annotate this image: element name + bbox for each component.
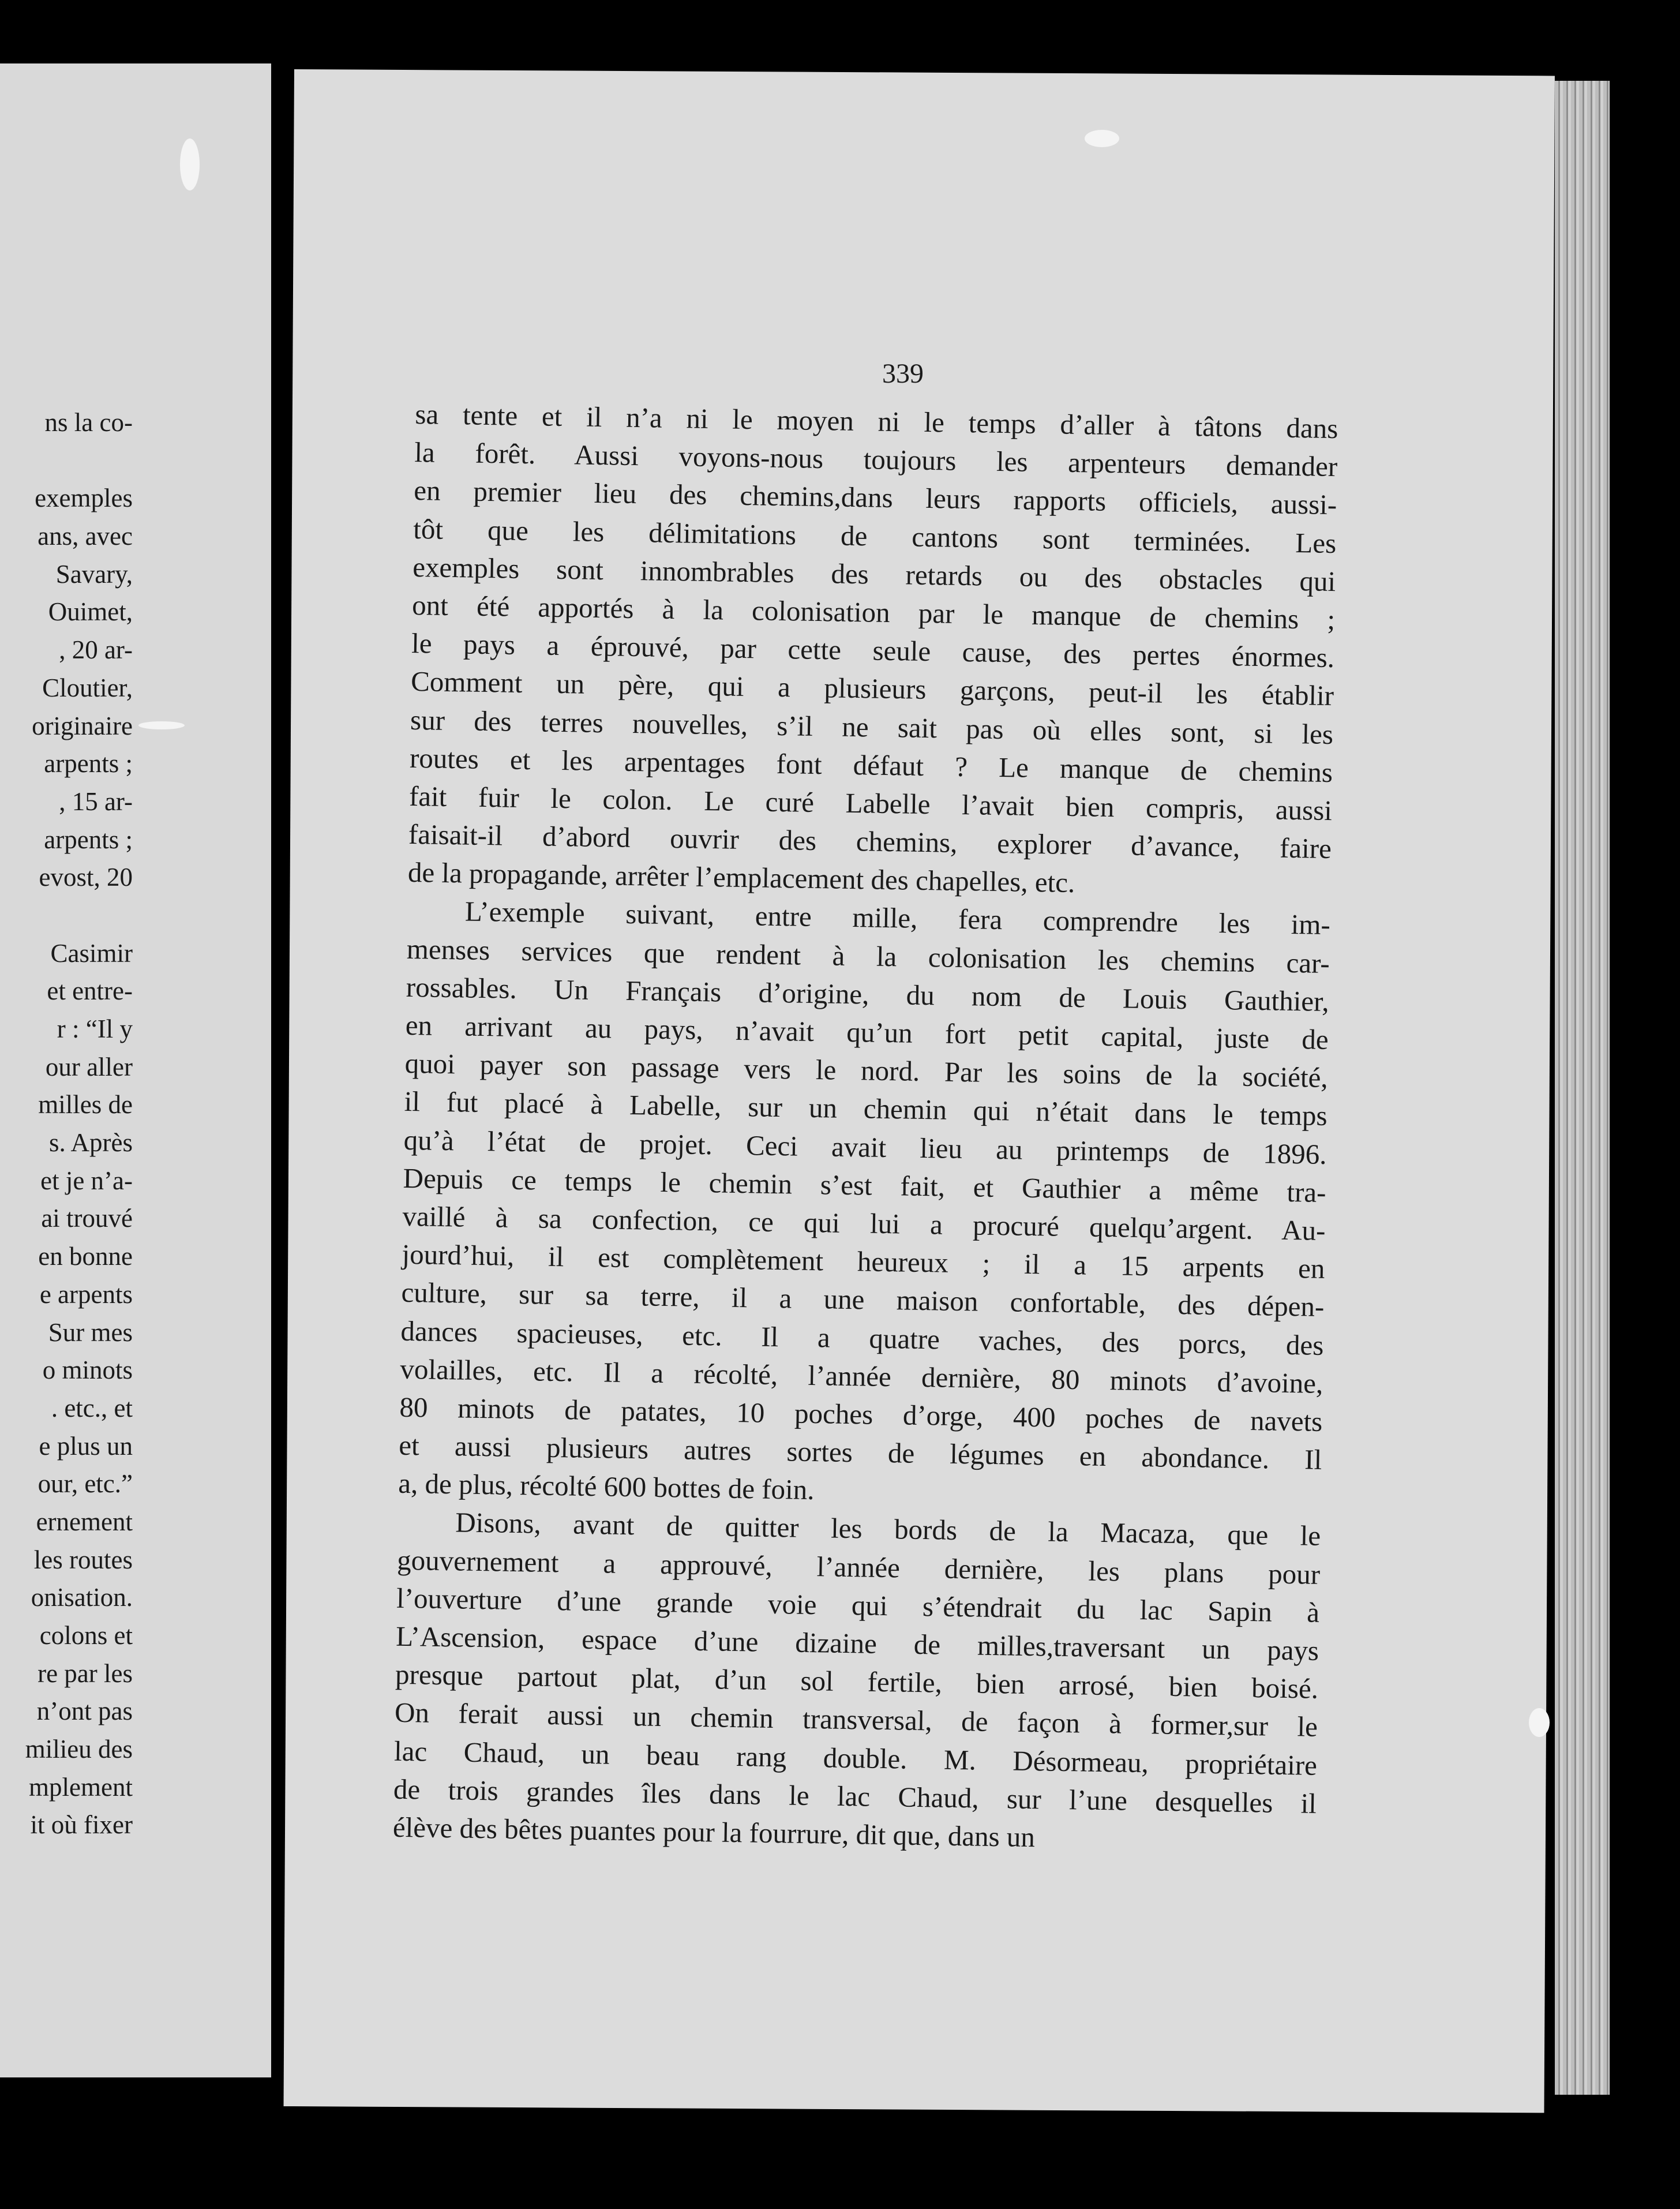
page-line: Depuis ce temps le chemin s’est fait, et Gauthier a même tra- (403, 1162, 1326, 1208)
previous-page-line: arpents ; (44, 749, 133, 778)
page-line: élève des bêtes puantes pour la fourrure, dit que, dans un (392, 1811, 1036, 1854)
previous-page-line: r : “Il y (57, 1014, 133, 1043)
page-line: tôt que les délimitations de cantons sont terminées. Les (412, 512, 1337, 559)
previous-page-line: mplement (29, 1772, 133, 1802)
page-edges (1555, 81, 1610, 2095)
previous-page-line: onisation. (31, 1583, 133, 1612)
previous-page-line: ai trouvé (41, 1204, 133, 1233)
page-line: volailles, etc. Il a récolté, l’année dernière, 80 minots d’avoine, (400, 1353, 1323, 1399)
previous-page-line: Ouimet, (48, 597, 133, 627)
page-number: 339 (882, 358, 924, 389)
previous-page-line: et entre- (47, 976, 133, 1006)
page-line: Comment un père, qui a plusieurs garçons, peut-il les établir (410, 665, 1334, 712)
page-line: de la propagande, arrêter l’emplacement des chapelles, etc. (407, 856, 1075, 899)
page-line: dances spacieuses, etc. Il a quatre vaches, des porcs, des (400, 1315, 1324, 1361)
previous-page-line: milles de (38, 1090, 133, 1120)
scan-speck (180, 138, 200, 190)
previous-page-line: our aller (45, 1052, 133, 1081)
page-line: la forêt. Aussi voyons-nous toujours les arpenteurs demander (414, 436, 1338, 483)
page-line: menses services que rendent à la colonisation les chemins car- (406, 933, 1330, 979)
previous-page-line: en bonne (38, 1242, 133, 1271)
previous-page-line: exemples (35, 484, 133, 513)
page-line: presque partout plat, d’un sol fertile, bien arrosé, bien boisé. (395, 1658, 1319, 1705)
page-body-text (392, 395, 1338, 1861)
previous-page-line (0, 442, 133, 480)
page-line: faisait-il d’abord ouvrir des chemins, explorer d’avance, faire (408, 818, 1332, 865)
previous-page-line: milieu des (25, 1735, 133, 1764)
previous-page-line: n’ont pas (36, 1697, 133, 1726)
previous-page-line: . etc., et (51, 1393, 133, 1422)
page-line: a, de plus, récolté 600 bottes de foin. (397, 1467, 815, 1506)
previous-page-line: et je n’a- (40, 1166, 133, 1195)
page-line: sa tente et il n’a ni le moyen ni le temps d’aller à tâtons dans (415, 398, 1338, 445)
page-line: Disons, avant de quitter les bords de la Macaza, que le (455, 1506, 1321, 1552)
page-line: quoi payer son passage vers le nord. Par les soins de la société, (404, 1047, 1329, 1094)
page-line: l’ouverture d’une grande voie qui s’étendrait du lac Sapin à (396, 1582, 1320, 1628)
page-line: le pays a éprouvé, par cette seule cause, des pertes énormes. (411, 627, 1335, 674)
scan-speck (1529, 1708, 1550, 1737)
page-line: culture, sur sa terre, il a une maison confortable, des dépen- (401, 1276, 1325, 1323)
page-line: On ferait aussi un chemin transversal, de façon à former,sur le (394, 1697, 1318, 1743)
previous-page-line: e plus un (39, 1431, 133, 1461)
page-line: de trois grandes îles dans le lac Chaud, sur l’une desquelles il (393, 1773, 1317, 1819)
previous-page-line: Casimir (50, 938, 133, 968)
page-line: gouvernement a approuvé, l’année dernière, les plans pour (396, 1544, 1321, 1590)
page-line: sur des terres nouvelles, s’il ne sait pas où elles sont, si les (410, 703, 1334, 750)
previous-page-fragment (0, 63, 271, 2077)
previous-page-line: our, etc.” (38, 1469, 133, 1499)
page-line: lac Chaud, un beau rang double. M. Désormeau, propriétaire (393, 1735, 1318, 1781)
page-line: ont été apportés à la colonisation par le manque de chemins ; (411, 589, 1336, 636)
page-line: jourd’hui, il est complètement heureux ; il a 15 arpents en (402, 1238, 1325, 1285)
previous-page-line: , 15 ar- (59, 787, 133, 816)
previous-page-line: o minots (42, 1356, 133, 1385)
page-line: il fut placé à Labelle, sur un chemin qui n’était dans le temps (404, 1085, 1328, 1132)
page-line: L’exemple suivant, entre mille, fera comprendre les im- (464, 895, 1331, 941)
previous-page-line: ans, avec (38, 522, 133, 551)
previous-page-line: s. Après (49, 1128, 133, 1158)
previous-page-line: colons et (39, 1621, 133, 1650)
previous-page-line (0, 897, 133, 935)
page-line: en premier lieu des chemins,dans leurs rapports officiels, aussi- (413, 474, 1337, 521)
previous-page-text (0, 404, 133, 1844)
page-line: vaillé à sa confection, ce qui lui a procuré quelqu’argent. Au- (402, 1200, 1326, 1246)
previous-page-line: it où fixer (30, 1810, 133, 1840)
page-line: fait fuir le colon. Le curé Labelle l’avait bien compris, aussi (408, 780, 1333, 826)
page-line: L’Ascension, espace d’une dizaine de milles,traversant un pays (395, 1620, 1319, 1667)
scan-speck (138, 721, 185, 729)
previous-page-line: evost, 20 (39, 863, 133, 892)
previous-page-line: ernement (36, 1507, 133, 1536)
previous-page-line: re par les (38, 1658, 133, 1688)
previous-page-line: Sur mes (48, 1317, 133, 1347)
previous-page-line: Cloutier, (42, 673, 133, 702)
scan-speck (1085, 130, 1119, 147)
previous-page-line: e arpents (39, 1279, 133, 1309)
page-line: 80 minots de patates, 10 poches d’orge, 400 poches de navets (399, 1391, 1323, 1437)
page-line: rossables. Un Français d’origine, du nom de Louis Gauthier, (406, 971, 1330, 1017)
previous-page-line: originaire (32, 711, 133, 740)
page-line: en arrivant au pays, n’avait qu’un fort petit capital, juste de (405, 1009, 1329, 1055)
previous-page-line: Savary, (55, 559, 133, 589)
previous-page-line: les routes (33, 1545, 133, 1574)
page-line: routes et les arpentages font défaut ? Le manque de chemins (409, 742, 1333, 788)
previous-page-line: ns la co- (44, 408, 133, 437)
page-line: et aussi plusieurs autres sortes de légumes en abondance. Il (398, 1429, 1322, 1476)
previous-page-line: arpents ; (44, 825, 133, 854)
page-line: exemples sont innombrables des retards ou des obstacles qui (412, 551, 1336, 597)
previous-page-line: , 20 ar- (59, 635, 133, 665)
page-line: qu’à l’état de projet. Ceci avait lieu au printemps de 1896. (403, 1124, 1327, 1170)
